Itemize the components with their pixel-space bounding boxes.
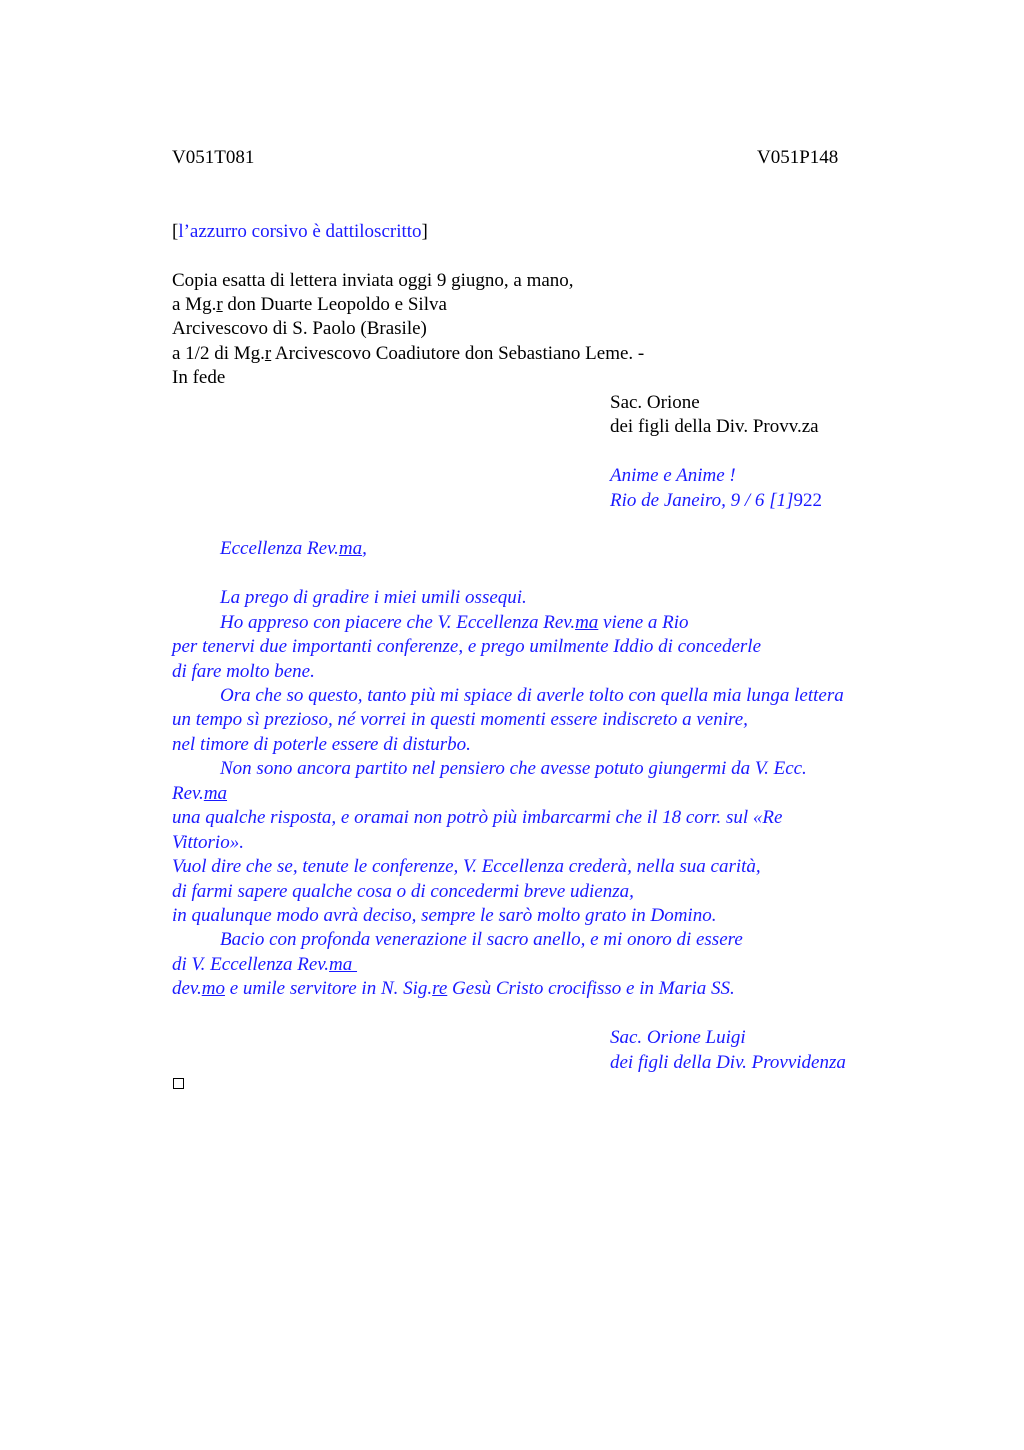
intro-line-4-part-c: Arcivescovo Coadiutore don Sebastiano Leme. - bbox=[271, 343, 645, 364]
intro-line-4 bbox=[172, 342, 644, 366]
first-signature-title: dei figli della Div. Provv.za bbox=[610, 416, 819, 437]
body-p6-l3-a: dev. bbox=[172, 978, 202, 999]
body-p6-line-2 bbox=[172, 953, 357, 977]
body-p5-line-3: in qualunque modo avrà deciso, sempre le sarò molto grato in Domino. bbox=[172, 905, 717, 926]
intro-line-5: In fede bbox=[172, 367, 226, 388]
note-close-bracket: ] bbox=[421, 221, 428, 242]
body-p4-l2-abbrev: ma bbox=[203, 783, 228, 804]
closing-signature-name: Sac. Orione Luigi bbox=[610, 1027, 746, 1048]
body-p1: La prego di gradire i miei umili ossequi. bbox=[220, 587, 527, 608]
body-p4-l2-a: Rev. bbox=[172, 783, 204, 804]
body-p6-l3-c: e umile servitore in N. Sig. bbox=[224, 978, 433, 999]
body-p2-line-2: per tenervi due importanti conferenze, e prego umilmente Iddio di concederle bbox=[172, 636, 762, 657]
first-signature-name: Sac. Orione bbox=[610, 392, 700, 413]
body-p4-line-2 bbox=[172, 782, 227, 806]
place-date-year: 922 bbox=[793, 490, 822, 511]
motto: Anime e Anime ! bbox=[610, 465, 736, 486]
intro-line-2-part-c: don Duarte Leopoldo e Silva bbox=[222, 294, 447, 315]
body-p4-line-3: una qualche risposta, e oramai non potrò più imbarcarmi che il 18 corr. sul «Re bbox=[172, 807, 783, 828]
intro-line-4-part-a: a 1/2 di Mg. bbox=[172, 343, 265, 364]
body-p3-line-2: un tempo sì prezioso, né vorrei in questi momenti essere indiscreto a venire, bbox=[172, 709, 748, 730]
end-marker-square-icon bbox=[173, 1078, 184, 1089]
salutation-abbrev: ma bbox=[338, 538, 363, 559]
intro-line-2-abbrev: r bbox=[216, 294, 223, 315]
body-p3-line-1: Ora che so questo, tanto più mi spiace di averle tolto con quella mia lunga lettera bbox=[220, 685, 844, 706]
body-p5-line-2: di farmi sapere qualche cosa o di concedermi breve udienza, bbox=[172, 881, 634, 902]
salutation bbox=[220, 537, 367, 561]
intro-line-1: Copia esatta di lettera inviata oggi 9 giugno, a mano, bbox=[172, 270, 574, 291]
body-p6-l2-abbrev: ma bbox=[329, 954, 358, 975]
body-p6-l3-e: Gesù Cristo crocifisso e in Maria SS. bbox=[447, 978, 735, 999]
place-date bbox=[610, 489, 822, 513]
intro-line-4-abbrev: r bbox=[264, 343, 272, 364]
salutation-part-a: Eccellenza Rev. bbox=[220, 538, 339, 559]
body-p6-line-3 bbox=[172, 977, 735, 1001]
body-p2-l1-a: Ho appreso con piacere che V. Eccellenza Rev. bbox=[220, 612, 576, 633]
place-date-editorial: [1] bbox=[769, 490, 794, 511]
body-p6-line-1: Bacio con profonda venerazione il sacro anello, e mi onoro di essere bbox=[220, 929, 743, 950]
note-open-bracket: [ bbox=[172, 221, 179, 242]
intro-line-2-part-a: a Mg. bbox=[172, 294, 217, 315]
body-p4-line-1: Non sono ancora partito nel pensiero che avesse potuto giungermi da V. Ecc. bbox=[220, 758, 807, 779]
document-code-right: V051P148 bbox=[757, 147, 839, 168]
editorial-note bbox=[172, 220, 428, 244]
salutation-part-c: , bbox=[362, 538, 367, 559]
body-p2-l1-abbrev: ma bbox=[575, 612, 599, 633]
note-text: l’azzurro corsivo è dattiloscritto bbox=[178, 221, 422, 242]
body-p6-l3-abbrev-1: mo bbox=[201, 978, 225, 999]
body-p3-line-3: nel timore di poterle essere di disturbo. bbox=[172, 734, 471, 755]
body-p4-line-4: Vittorio». bbox=[172, 832, 244, 853]
closing-signature-title: dei figli della Div. Provvidenza bbox=[610, 1052, 846, 1073]
document-code-left: V051T081 bbox=[172, 147, 255, 168]
body-p6-l2-a: di V. Eccellenza Rev. bbox=[172, 954, 330, 975]
body-p2-line-1 bbox=[220, 611, 689, 635]
place-date-typed: Rio de Janeiro, 9 / 6 bbox=[610, 490, 770, 511]
body-p5-line-1: Vuol dire che se, tenute le conferenze, V. Eccellenza crederà, nella sua carità, bbox=[172, 856, 761, 877]
body-p6-l3-abbrev-2: re bbox=[432, 978, 448, 999]
body-p2-l1-c: viene a Rio bbox=[598, 612, 689, 633]
body-p2-line-3: di fare molto bene. bbox=[172, 661, 315, 682]
intro-line-2 bbox=[172, 293, 447, 317]
intro-line-3: Arcivescovo di S. Paolo (Brasile) bbox=[172, 318, 427, 339]
